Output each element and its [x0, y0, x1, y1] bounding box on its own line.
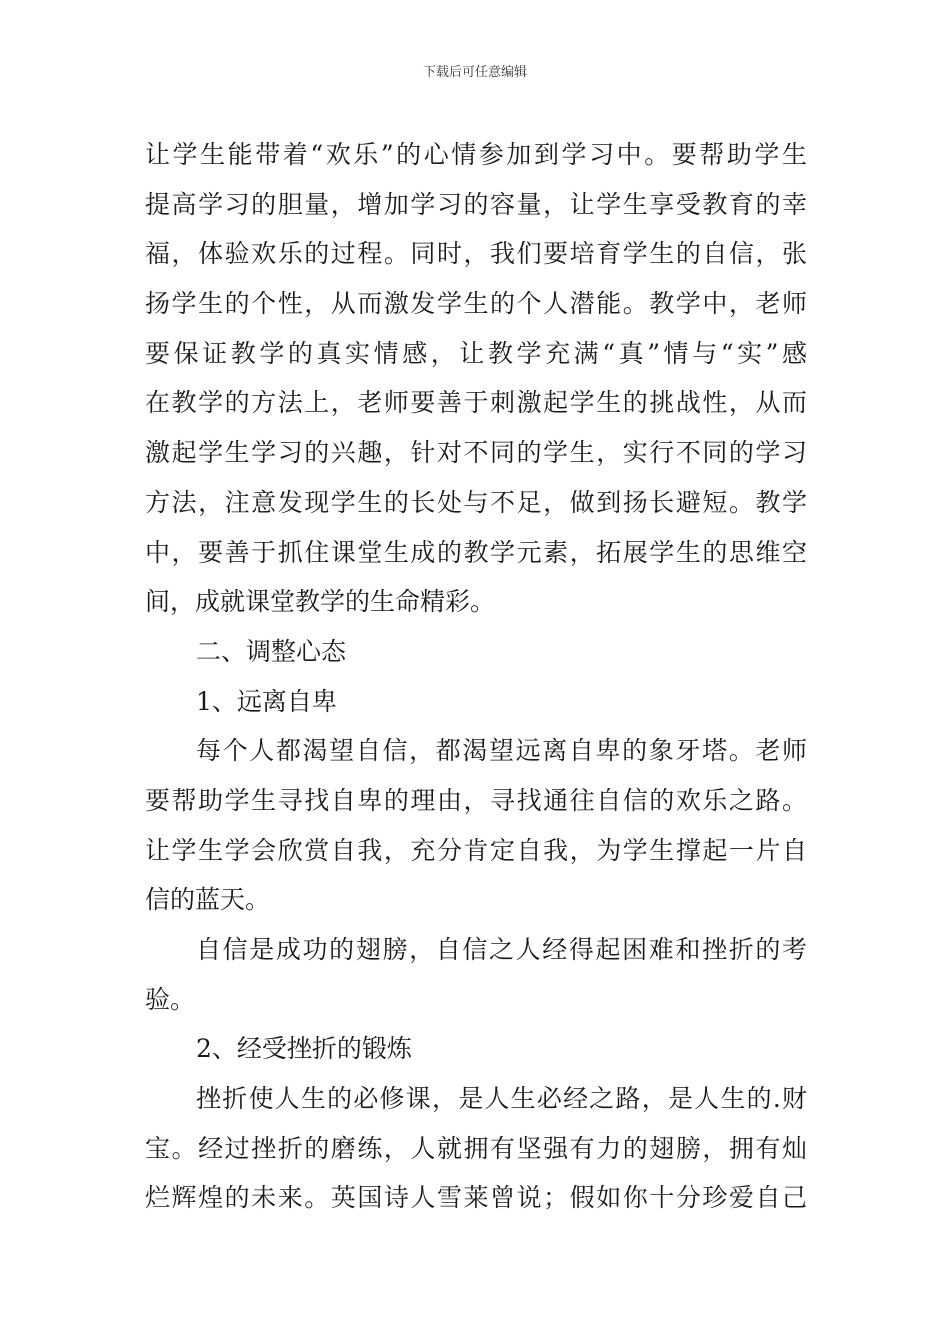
text-line: 在教学的方法上，老师要善于刺激起学生的挑战性，从而 — [145, 388, 807, 418]
text-line: 验。 — [145, 984, 196, 1014]
subsection-heading: 1、远离自卑 — [196, 686, 337, 716]
text-line: 福，体验欢乐的过程。同时，我们要培育学生的自信，张 — [145, 239, 807, 269]
text-line: 扬学生的个性，从而激发学生的个人潜能。教学中，老师 — [145, 289, 807, 319]
text-line: 方法，注意发现学生的长处与不足，做到扬长避短。教学 — [145, 487, 807, 517]
text-line: 要帮助学生寻找自卑的理由，寻找通往自信的欢乐之路。 — [145, 785, 807, 815]
text-line: 每个人都渴望自信，都渴望远离自卑的象牙塔。老师 — [196, 736, 807, 766]
text-line: 烂辉煌的未来。英国诗人雪莱曾说；假如你十分珍爱自己 — [145, 1183, 807, 1213]
text-line: 信的蓝天。 — [145, 885, 271, 915]
text-line: 要保证教学的真实情感，让教学充满“真”情与“实”感 — [145, 338, 807, 368]
subsection-heading: 2、经受挫折的锻炼 — [196, 1034, 412, 1064]
text-line: 提高学习的胆量，增加学习的容量，让学生享受教育的幸 — [145, 189, 807, 219]
text-line: 让学生学会欣赏自我，充分肯定自我，为学生撑起一片自 — [145, 835, 807, 865]
text-line: 间，成就课堂教学的生命精彩。 — [145, 587, 496, 617]
text-line: 中，要善于抓住课堂生成的教学元素，拓展学生的思维空 — [145, 537, 807, 567]
text-line: 宝。经过挫折的磨练，人就拥有坚强有力的翅膀，拥有灿 — [145, 1133, 807, 1163]
section-heading: 二、调整心态 — [196, 636, 347, 666]
text-line: 挫折使人生的必修课，是人生必经之路，是人生的.财 — [196, 1084, 807, 1114]
page-header: 下载后可任意编辑 — [422, 65, 527, 80]
text-line: 让学生能带着“欢乐”的心情参加到学习中。要帮助学生 — [145, 140, 807, 169]
document-body — [145, 130, 807, 1223]
text-line: 激起学生学习的兴趣，针对不同的学生，实行不同的学习 — [145, 438, 807, 468]
text-line: 自信是成功的翅膀，自信之人经得起困难和挫折的考 — [196, 935, 807, 964]
